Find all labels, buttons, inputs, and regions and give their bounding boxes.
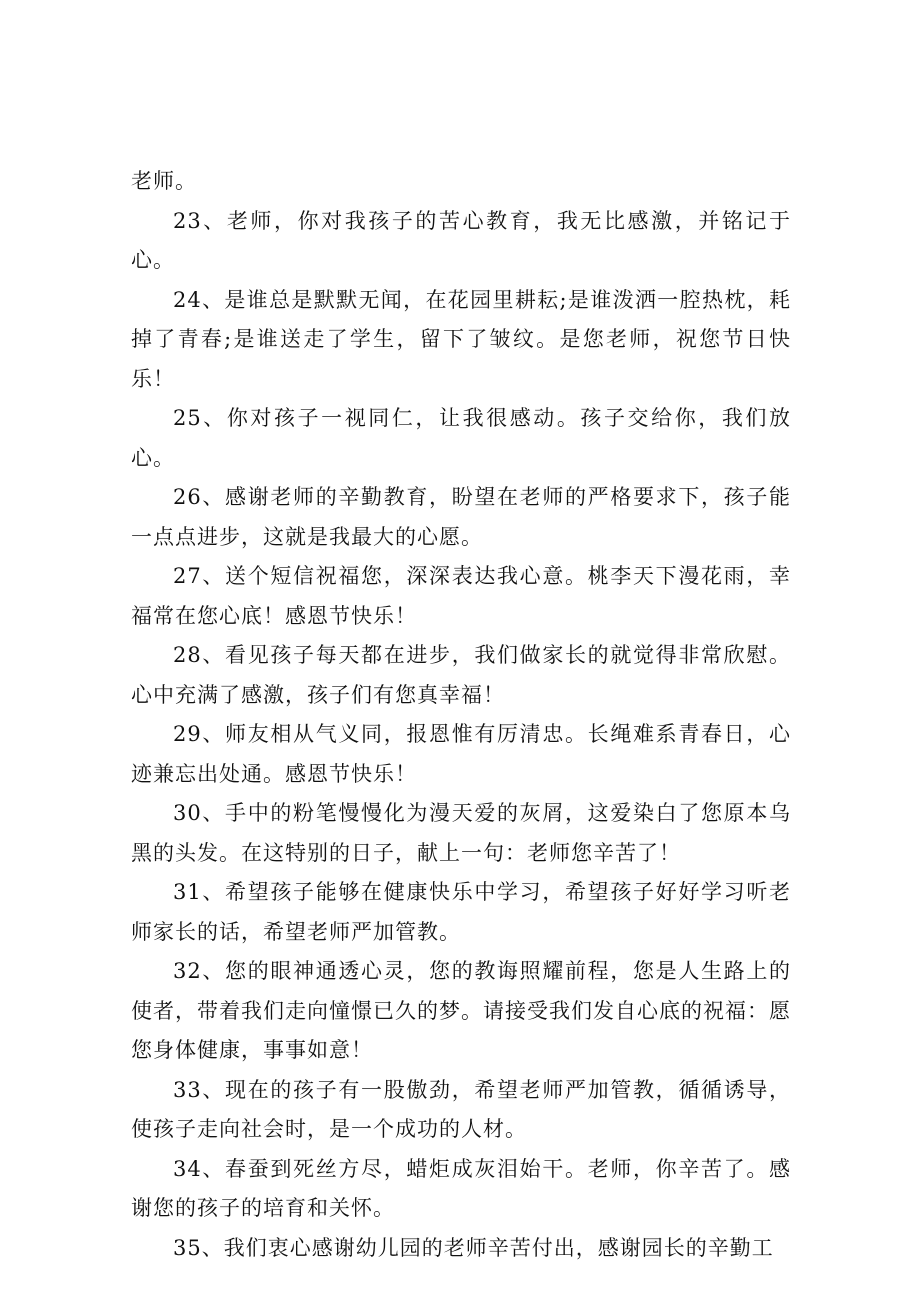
paragraph-25: 25、你对孩子一视同仁，让我很感动。孩子交给你，我们放心。 xyxy=(131,406,791,470)
paragraph-30: 30、手中的粉笔慢慢化为漫天爱的灰屑，这爱染白了您原本乌黑的头发。在这特别的日子，献上一句：老师您辛苦了！ xyxy=(131,801,791,865)
paragraph-27: 27、送个短信祝福您，深深表达我心意。桃李天下漫花雨，幸福常在您心底！感恩节快乐！ xyxy=(131,564,791,628)
paragraph-32: 32、您的眼神通透心灵，您的教诲照耀前程，您是人生路上的使者，带着我们走向憧憬已久的梦。请接受我们发自心底的祝福：愿您身体健康，事事如意！ xyxy=(131,959,791,1062)
paragraph-34: 34、春蚕到死丝方尽，蜡炬成灰泪始干。老师，你辛苦了。感谢您的孩子的培育和关怀。 xyxy=(131,1156,791,1220)
paragraph-26: 26、感谢老师的辛勤教育，盼望在老师的严格要求下，孩子能一点点进步，这就是我最大的心愿。 xyxy=(131,485,791,549)
paragraph-continuation: 老师。 xyxy=(131,169,197,193)
document-body xyxy=(131,162,791,1268)
paragraph-33: 33、现在的孩子有一股傲劲，希望老师严加管教，循循诱导，使孩子走向社会时，是一个成功的人材。 xyxy=(131,1077,791,1141)
paragraph-31: 31、希望孩子能够在健康快乐中学习，希望孩子好好学习听老师家长的话，希望老师严加管教。 xyxy=(131,880,791,944)
paragraph-35: 35、我们衷心感谢幼儿园的老师辛苦付出，感谢园长的辛勤工 xyxy=(173,1235,774,1260)
paragraph-23: 23、老师，你对我孩子的苦心教育，我无比感激，并铭记于心。 xyxy=(131,208,791,272)
paragraph-28: 28、看见孩子每天都在进步，我们做家长的就觉得非常欣慰。心中充满了感激，孩子们有您真幸福！ xyxy=(131,643,791,707)
paragraph-24: 24、是谁总是默默无闻，在花园里耕耘;是谁泼洒一腔热枕，耗掉了青春;是谁送走了学生，留下了皱纹。是您老师，祝您节日快乐！ xyxy=(131,287,791,391)
paragraph-29: 29、师友相从气义同，报恩惟有厉清忠。长绳难系青春日，心迹兼忘出处通。感恩节快乐！ xyxy=(131,722,791,786)
